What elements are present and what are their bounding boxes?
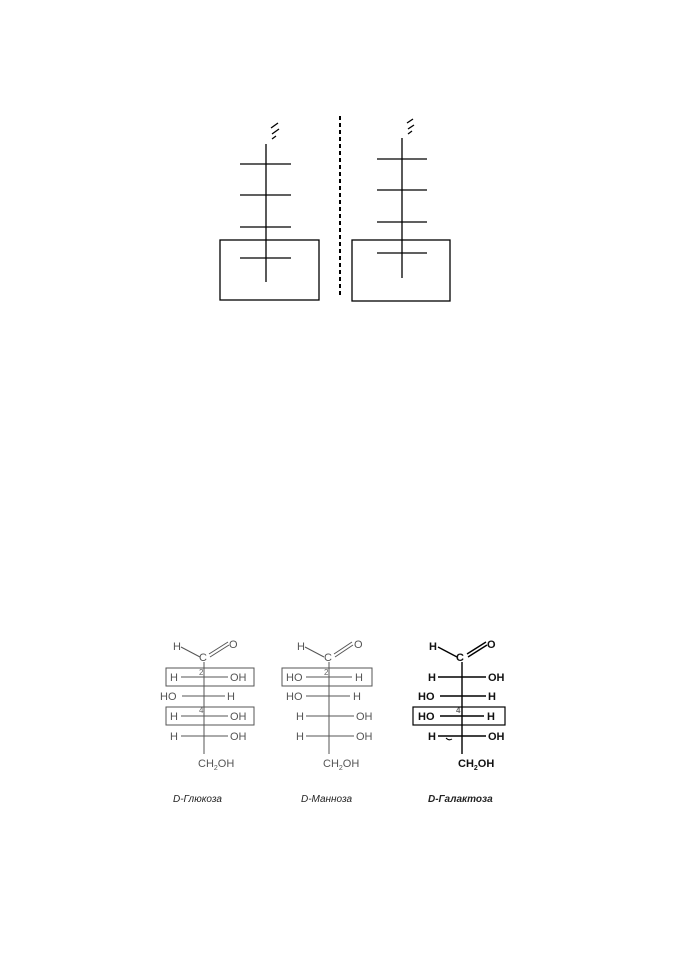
galactose-c4-right: H — [487, 711, 495, 723]
galactose-c5-right: OH — [488, 731, 505, 743]
galactose-carbonyl-o: O — [487, 639, 496, 651]
galactose-c2-left: H — [428, 672, 436, 684]
glucose-ch2oh: $CH_2OH$ — [198, 758, 235, 772]
glucose-c3-left: HO — [160, 691, 177, 703]
galactose-c4-number: 4 — [456, 706, 461, 715]
glucose-c4-number: 4 — [199, 706, 204, 715]
glucose-carbonyl-o: O — [229, 639, 238, 651]
galactose-c5-left: H — [428, 731, 436, 743]
galactose-c3-left: HO — [418, 691, 435, 703]
mannose-c2-right: H — [355, 672, 363, 684]
mannose-c4-right: OH — [356, 711, 373, 723]
glucose-caption: D-Глюкоза — [173, 794, 222, 805]
galactose-c3-right: H — [488, 691, 496, 703]
galactose-top-h: H — [429, 641, 437, 653]
stereocenter-box-left — [220, 240, 319, 300]
mannose-structure — [282, 639, 373, 805]
glucose-c2-right: OH — [230, 672, 247, 684]
left-fischer-template — [220, 123, 319, 300]
right-fischer-template — [352, 119, 450, 301]
aldehyde-mark-right — [408, 125, 414, 129]
aldehyde-mark-right — [407, 119, 413, 123]
glucose-c4-right: OH — [230, 711, 247, 723]
glucose-carbonyl-c: C — [199, 652, 207, 664]
galactose-tick-mark — [446, 738, 452, 740]
mannose-top-h: H — [297, 641, 305, 653]
glucose-c2-number: 2 — [199, 668, 204, 677]
glucose-c5-right: OH — [230, 731, 247, 743]
aldehyde-mark-right — [408, 131, 412, 134]
glucose-c4-left: H — [170, 711, 178, 723]
mannose-c3-left: HO — [286, 691, 303, 703]
glucose-c3-right: H — [227, 691, 235, 703]
aldehyde-mark-left — [272, 129, 279, 134]
stereocenter-box-right — [352, 240, 450, 301]
glucose-top-h: H — [173, 641, 181, 653]
mannose-c5-right: OH — [356, 731, 373, 743]
galactose-carbonyl-c: C — [456, 652, 464, 664]
galactose-ch2oh: $CH_2OH$ — [458, 758, 495, 772]
aldehyde-mark-left — [271, 123, 278, 128]
mannose-carbonyl-c: C — [324, 652, 332, 664]
mannose-c3-right: H — [353, 691, 361, 703]
galactose-c4-left: HO — [418, 711, 435, 723]
mannose-c4-left: H — [296, 711, 304, 723]
mannose-c2-number: 2 — [324, 668, 329, 677]
glucose-structure — [160, 639, 254, 805]
mannose-c2-left: HO — [286, 672, 303, 684]
mannose-carbonyl-o: O — [354, 639, 363, 651]
glucose-c2-left: H — [170, 672, 178, 684]
mannose-caption: D-Манноза — [301, 794, 353, 805]
mannose-ch2oh: $CH_2OH$ — [323, 758, 360, 772]
top-panel — [220, 116, 450, 301]
bottom-panel — [160, 639, 505, 805]
galactose-c2-right: OH — [488, 672, 505, 684]
glucose-c5-left: H — [170, 731, 178, 743]
mannose-c5-left: H — [296, 731, 304, 743]
aldehyde-mark-left — [272, 136, 276, 139]
galactose-structure — [413, 639, 505, 805]
galactose-caption: D-Галактоза — [428, 794, 493, 805]
